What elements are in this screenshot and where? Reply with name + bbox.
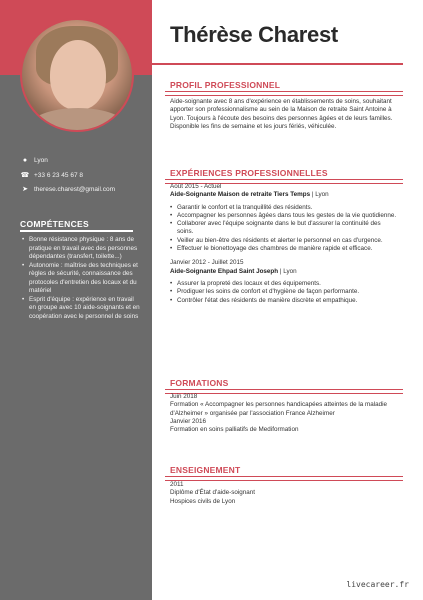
list-item: • Garantir le confort et la tranquillité des résidents. xyxy=(170,204,398,212)
formation-date: Janvier 2016 xyxy=(170,417,207,425)
profil-paragraph: Aide-soignante avec 8 ans d'expérience en établissements de soins, souhaitant apporter son professionnalisme au sein de la Maison de retraite Saint Antoine à Lyon. Toujours à l'écoute des besoins des personnes âgées et de leurs familles. Disponible les fins de semaine et les jours fériés, véhiculée. xyxy=(170,98,393,130)
city-text: Lyon xyxy=(34,157,48,164)
profile-photo xyxy=(20,18,134,132)
phone-icon: ☎ xyxy=(20,172,30,179)
competences-list xyxy=(22,236,140,321)
job-dates: Janvier 2012 - Juillet 2015 xyxy=(170,259,244,267)
list-item: • Prodiguer les soins de confort et d'hygiène de façon performante. xyxy=(170,288,398,296)
enseignement-school: Hospices civils de Lyon xyxy=(170,497,236,505)
list-item: • Esprit d'équipe : expérience en travail en groupe avec 10 aide-soignants et en coopération avec le personnel de soins xyxy=(22,296,140,322)
profil-text xyxy=(170,98,398,131)
list-item: • Autonomie : maîtrise des techniques et règles de sécurité, connaissance des protocoles d'entretien des locaux et du matériel xyxy=(22,262,140,296)
job-role: Aide-Soignante Ehpad Saint Joseph xyxy=(170,267,279,275)
job-dates: Août 2015 - Actuel xyxy=(170,183,222,190)
formations-content xyxy=(170,393,398,434)
experiences-heading: EXPÉRIENCES PROFESSIONNELLES xyxy=(170,168,328,178)
phone-text: +33 6 23 45 67 8 xyxy=(34,171,83,179)
profil-rule xyxy=(165,91,403,96)
list-item: • Accompagner les personnes âgées dans tous les gestes de la vie quotidienne. xyxy=(170,212,398,220)
job-role: Aide-Soignante Maison de retraite Tiers Temps xyxy=(170,191,311,199)
enseignement-heading: ENSEIGNEMENT xyxy=(170,465,241,475)
competences-rule xyxy=(20,230,133,232)
page-title: Thérèse Charest xyxy=(170,22,338,47)
contact-city xyxy=(20,157,146,164)
sidebar xyxy=(0,0,152,600)
list-item: • Bonne résistance physique : 8 ans de pratique en travail avec des personnes dépendantes (transfert, toilette...) xyxy=(22,236,140,262)
experiences-content xyxy=(170,183,398,305)
enseignement-content xyxy=(170,481,398,506)
profil-heading: PROFIL PROFESSIONNEL xyxy=(170,80,281,90)
watermark: livecareer.fr xyxy=(346,580,409,589)
formations-heading: FORMATIONS xyxy=(170,378,229,388)
enseignement-year: 2011 xyxy=(170,481,184,488)
list-item: • Assurer la propreté des locaux et des équipements. xyxy=(170,280,398,288)
job-bullets xyxy=(170,204,398,254)
enseignement-diploma: Diplôme d'État d'aide-soignant xyxy=(170,489,256,497)
send-icon: ➤ xyxy=(22,186,28,193)
header-rule xyxy=(152,63,403,65)
job-place: | Lyon xyxy=(310,191,329,199)
formation-text: Formation en soins palliatifs de Mediformation xyxy=(170,426,299,434)
job-title xyxy=(170,268,398,276)
job-bullets xyxy=(170,280,398,305)
list-item: • Veiller au bien-être des résidents et alerter le personnel en cas d'urgence. xyxy=(170,237,398,245)
contact-phone xyxy=(20,171,146,179)
job-title xyxy=(170,191,398,199)
list-item: • Contrôler l'état des résidents de manière discrète et empathique. xyxy=(170,297,398,305)
formation-date: Juin 2018 xyxy=(170,393,198,400)
formation-text: Formation « Accompagner les personnes handicapées atteintes de la maladie d'Alzheimer » organisée par l'association France Alzheimer xyxy=(170,401,388,417)
contact-email xyxy=(20,185,146,193)
competences-heading: COMPÉTENCES xyxy=(20,219,89,229)
list-item: • Collaborer avec l'équipe soignante dans le but d'assurer la continuité des soins. xyxy=(170,220,398,237)
email-text[interactable]: therese.charest@gmail.com xyxy=(34,185,116,193)
job-place: | Lyon xyxy=(278,267,297,275)
location-pin-icon: ● xyxy=(22,157,28,164)
list-item: • Effectuer le bionettoyage des chambres de manière rapide et efficace. xyxy=(170,245,398,253)
